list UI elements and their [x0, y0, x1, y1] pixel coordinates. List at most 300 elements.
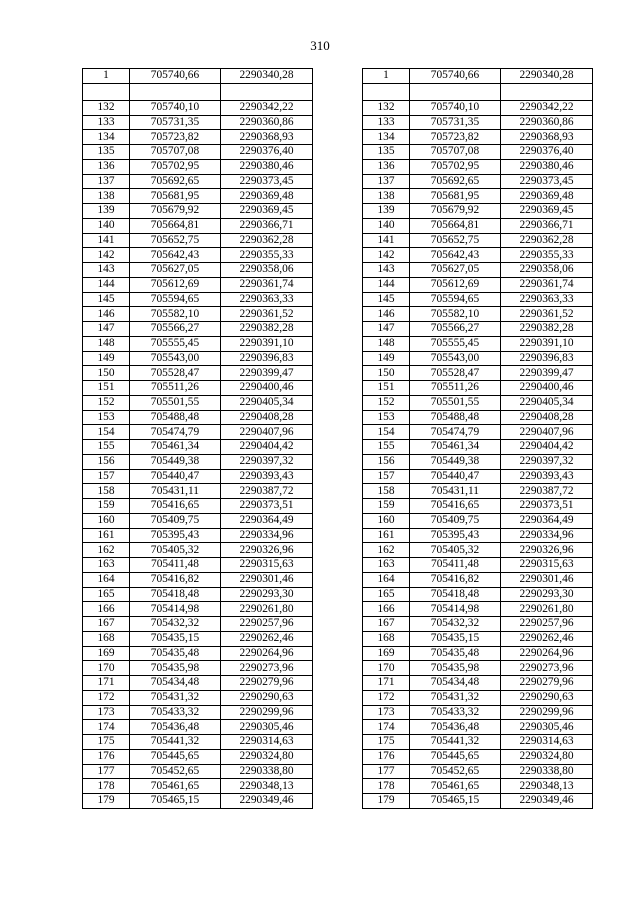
right-x-coordinate: 705461,34 [410, 440, 501, 455]
left-point-number: 164 [83, 572, 130, 587]
right-y-coordinate: 2290400,46 [501, 381, 593, 396]
right-y-coordinate: 2290290,63 [501, 690, 593, 705]
left-x-coordinate: 705431,11 [130, 484, 221, 499]
left-y-coordinate: 2290369,45 [221, 204, 313, 219]
left-y-coordinate: 2290361,52 [221, 307, 313, 322]
right-x-coordinate: 705435,98 [410, 661, 501, 676]
left-point-number: 135 [83, 145, 130, 160]
left-x-coordinate: 705411,48 [130, 558, 221, 573]
left-y-coordinate: 2290363,33 [221, 292, 313, 307]
right-point-number: 179 [363, 794, 410, 809]
table-row [83, 366, 593, 381]
right-point-number: 144 [363, 277, 410, 292]
right-y-coordinate: 2290257,96 [501, 617, 593, 632]
table-row [83, 159, 593, 174]
column-gap [313, 440, 363, 455]
right-y-coordinate: 2290299,96 [501, 705, 593, 720]
right-point-number: 154 [363, 425, 410, 440]
left-point-number: 161 [83, 528, 130, 543]
right-x-coordinate: 705731,35 [410, 115, 501, 130]
left-y-coordinate: 2290342,22 [221, 100, 313, 115]
table-row [83, 499, 593, 514]
table-row [83, 661, 593, 676]
table-row [83, 351, 593, 366]
left-x-coordinate: 705528,47 [130, 366, 221, 381]
right-x-coordinate: 705627,05 [410, 263, 501, 278]
left-y-coordinate: 2290373,45 [221, 174, 313, 189]
right-x-coordinate: 705452,65 [410, 764, 501, 779]
left-y-coordinate: 2290408,28 [221, 410, 313, 425]
blank-row [83, 83, 593, 100]
left-x-coordinate: 705740,10 [130, 100, 221, 115]
table-row [83, 676, 593, 691]
left-y-coordinate: 2290301,46 [221, 572, 313, 587]
column-gap [313, 454, 363, 469]
table-row [83, 145, 593, 160]
left-point-number: 142 [83, 248, 130, 263]
table-row [83, 292, 593, 307]
left-x-coordinate: 705501,55 [130, 395, 221, 410]
left-y-coordinate: 2290358,06 [221, 263, 313, 278]
column-gap [313, 528, 363, 543]
table-row [83, 602, 593, 617]
right-point-number: 141 [363, 233, 410, 248]
left-point-number: 175 [83, 735, 130, 750]
right-point-number: 178 [363, 779, 410, 794]
column-gap [313, 779, 363, 794]
right-y-coordinate: 2290355,33 [501, 248, 593, 263]
right-point-number: 148 [363, 336, 410, 351]
left-x-coordinate: 705405,32 [130, 543, 221, 558]
right-x-coordinate: 705740,10 [410, 100, 501, 115]
left-y-coordinate: 2290349,46 [221, 794, 313, 809]
left-y-coordinate: 2290279,96 [221, 676, 313, 691]
right-point-number: 156 [363, 454, 410, 469]
left-point-number: 165 [83, 587, 130, 602]
column-gap [313, 336, 363, 351]
right-x-coordinate: 705679,92 [410, 204, 501, 219]
left-x-coordinate: 705441,32 [130, 735, 221, 750]
right-y-coordinate: 2290273,96 [501, 661, 593, 676]
left-x-coordinate: 705652,75 [130, 233, 221, 248]
left-y-coordinate: 2290360,86 [221, 115, 313, 130]
right-point-number: 150 [363, 366, 410, 381]
column-gap [313, 248, 363, 263]
left-point-number: 169 [83, 646, 130, 661]
right-x-coordinate: 705652,75 [410, 233, 501, 248]
left-point-number: 170 [83, 661, 130, 676]
left-x-coordinate: 705409,75 [130, 513, 221, 528]
left-point-number: 139 [83, 204, 130, 219]
right-x-coordinate: 705501,55 [410, 395, 501, 410]
right-y-coordinate: 2290349,46 [501, 794, 593, 809]
left-x-coordinate: 705664,81 [130, 218, 221, 233]
column-gap [313, 218, 363, 233]
right-y-coordinate: 2290363,33 [501, 292, 593, 307]
column-gap [313, 572, 363, 587]
left-point-number: 148 [83, 336, 130, 351]
right-y-coordinate: 2290293,30 [501, 587, 593, 602]
left-point-number: 149 [83, 351, 130, 366]
left-x-coordinate: 705692,65 [130, 174, 221, 189]
right-y-coordinate: 2290380,46 [501, 159, 593, 174]
right-x-coordinate: 705409,75 [410, 513, 501, 528]
right-point-number: 162 [363, 543, 410, 558]
column-gap [313, 115, 363, 130]
left-x-coordinate: 705416,82 [130, 572, 221, 587]
table-row [83, 307, 593, 322]
left-y-coordinate: 2290348,13 [221, 779, 313, 794]
column-gap [313, 617, 363, 632]
left-x-coordinate: 705395,43 [130, 528, 221, 543]
right-x-coordinate: 705441,32 [410, 735, 501, 750]
left-point-number: 145 [83, 292, 130, 307]
left-x-coordinate: 705474,79 [130, 425, 221, 440]
blank-cell [410, 83, 501, 100]
table-row [83, 764, 593, 779]
table-row [83, 690, 593, 705]
left-x-coordinate: 705436,48 [130, 720, 221, 735]
left-x-coordinate: 705418,48 [130, 587, 221, 602]
right-x-coordinate: 705445,65 [410, 749, 501, 764]
coordinates-table [82, 68, 593, 809]
right-x-coordinate: 705594,65 [410, 292, 501, 307]
left-x-coordinate: 705582,10 [130, 307, 221, 322]
right-point-number: 166 [363, 602, 410, 617]
left-y-coordinate: 2290340,28 [221, 69, 313, 84]
table-row [83, 558, 593, 573]
right-y-coordinate: 2290369,48 [501, 189, 593, 204]
column-gap [313, 83, 363, 100]
right-y-coordinate: 2290326,96 [501, 543, 593, 558]
column-gap [313, 263, 363, 278]
right-y-coordinate: 2290361,74 [501, 277, 593, 292]
left-x-coordinate: 705566,27 [130, 322, 221, 337]
left-x-coordinate: 705679,92 [130, 204, 221, 219]
left-point-number: 133 [83, 115, 130, 130]
right-x-coordinate: 705707,08 [410, 145, 501, 160]
left-y-coordinate: 2290382,28 [221, 322, 313, 337]
left-x-coordinate: 705555,45 [130, 336, 221, 351]
left-x-coordinate: 705449,38 [130, 454, 221, 469]
column-gap [313, 690, 363, 705]
right-y-coordinate: 2290397,32 [501, 454, 593, 469]
right-point-number: 147 [363, 322, 410, 337]
right-x-coordinate: 705416,82 [410, 572, 501, 587]
right-point-number: 133 [363, 115, 410, 130]
table-row [83, 469, 593, 484]
right-y-coordinate: 2290279,96 [501, 676, 593, 691]
right-y-coordinate: 2290340,28 [501, 69, 593, 84]
column-gap [313, 661, 363, 676]
right-point-number: 155 [363, 440, 410, 455]
right-y-coordinate: 2290362,28 [501, 233, 593, 248]
column-gap [313, 381, 363, 396]
left-y-coordinate: 2290314,63 [221, 735, 313, 750]
left-x-coordinate: 705461,65 [130, 779, 221, 794]
table-row [83, 440, 593, 455]
coordinates-table-body [83, 69, 593, 809]
right-x-coordinate: 705664,81 [410, 218, 501, 233]
right-y-coordinate: 2290391,10 [501, 336, 593, 351]
right-x-coordinate: 705434,48 [410, 676, 501, 691]
left-point-number: 156 [83, 454, 130, 469]
right-y-coordinate: 2290405,34 [501, 395, 593, 410]
left-y-coordinate: 2290396,83 [221, 351, 313, 366]
left-x-coordinate: 705488,48 [130, 410, 221, 425]
left-point-number: 153 [83, 410, 130, 425]
left-x-coordinate: 705431,32 [130, 690, 221, 705]
right-point-number: 168 [363, 631, 410, 646]
left-y-coordinate: 2290262,46 [221, 631, 313, 646]
column-gap [313, 351, 363, 366]
right-x-coordinate: 705418,48 [410, 587, 501, 602]
right-y-coordinate: 2290373,51 [501, 499, 593, 514]
column-gap [313, 602, 363, 617]
column-gap [313, 543, 363, 558]
left-point-number: 178 [83, 779, 130, 794]
right-y-coordinate: 2290373,45 [501, 174, 593, 189]
column-gap [313, 322, 363, 337]
column-gap [313, 735, 363, 750]
right-y-coordinate: 2290262,46 [501, 631, 593, 646]
left-point-number: 168 [83, 631, 130, 646]
left-y-coordinate: 2290380,46 [221, 159, 313, 174]
left-x-coordinate: 705414,98 [130, 602, 221, 617]
table-row [83, 233, 593, 248]
table-row [83, 646, 593, 661]
column-gap [313, 204, 363, 219]
left-y-coordinate: 2290305,46 [221, 720, 313, 735]
column-gap [313, 558, 363, 573]
table-row [83, 484, 593, 499]
left-point-number: 157 [83, 469, 130, 484]
left-y-coordinate: 2290368,93 [221, 130, 313, 145]
right-x-coordinate: 705543,00 [410, 351, 501, 366]
left-point-number: 141 [83, 233, 130, 248]
right-x-coordinate: 705440,47 [410, 469, 501, 484]
table-row [83, 779, 593, 794]
left-x-coordinate: 705642,43 [130, 248, 221, 263]
column-gap [313, 646, 363, 661]
column-gap [313, 145, 363, 160]
left-y-coordinate: 2290404,42 [221, 440, 313, 455]
table-row [83, 572, 593, 587]
table-row [83, 425, 593, 440]
right-point-number: 160 [363, 513, 410, 528]
column-gap [313, 425, 363, 440]
right-point-number: 169 [363, 646, 410, 661]
left-y-coordinate: 2290393,43 [221, 469, 313, 484]
right-point-number: 145 [363, 292, 410, 307]
column-gap [313, 277, 363, 292]
left-x-coordinate: 705702,95 [130, 159, 221, 174]
table-row [83, 189, 593, 204]
left-y-coordinate: 2290264,96 [221, 646, 313, 661]
right-y-coordinate: 2290364,49 [501, 513, 593, 528]
right-y-coordinate: 2290348,13 [501, 779, 593, 794]
blank-cell [221, 83, 313, 100]
right-x-coordinate: 705612,69 [410, 277, 501, 292]
left-x-coordinate: 705707,08 [130, 145, 221, 160]
right-y-coordinate: 2290408,28 [501, 410, 593, 425]
left-y-coordinate: 2290397,32 [221, 454, 313, 469]
column-gap [313, 587, 363, 602]
left-x-coordinate: 705434,48 [130, 676, 221, 691]
right-point-number: 142 [363, 248, 410, 263]
right-point-number: 163 [363, 558, 410, 573]
table-row [83, 174, 593, 189]
right-point-number: 153 [363, 410, 410, 425]
left-point-number: 171 [83, 676, 130, 691]
column-gap [313, 499, 363, 514]
left-x-coordinate: 705432,32 [130, 617, 221, 632]
right-x-coordinate: 705449,38 [410, 454, 501, 469]
table-row [83, 631, 593, 646]
table-row [83, 263, 593, 278]
right-y-coordinate: 2290376,40 [501, 145, 593, 160]
right-y-coordinate: 2290396,83 [501, 351, 593, 366]
right-y-coordinate: 2290305,46 [501, 720, 593, 735]
right-point-number: 159 [363, 499, 410, 514]
column-gap [313, 366, 363, 381]
left-point-number: 150 [83, 366, 130, 381]
left-x-coordinate: 705445,65 [130, 749, 221, 764]
table-row [83, 336, 593, 351]
column-gap [313, 233, 363, 248]
right-y-coordinate: 2290393,43 [501, 469, 593, 484]
left-x-coordinate: 705681,95 [130, 189, 221, 204]
table-row [83, 395, 593, 410]
left-point-number: 147 [83, 322, 130, 337]
table-row [83, 454, 593, 469]
right-x-coordinate: 705405,32 [410, 543, 501, 558]
column-gap [313, 720, 363, 735]
left-point-number: 176 [83, 749, 130, 764]
right-x-coordinate: 705642,43 [410, 248, 501, 263]
column-gap [313, 749, 363, 764]
left-point-number: 173 [83, 705, 130, 720]
left-y-coordinate: 2290257,96 [221, 617, 313, 632]
left-point-number: 1 [83, 69, 130, 84]
table-row [83, 130, 593, 145]
right-y-coordinate: 2290399,47 [501, 366, 593, 381]
blank-cell [83, 83, 130, 100]
right-y-coordinate: 2290358,06 [501, 263, 593, 278]
right-point-number: 174 [363, 720, 410, 735]
column-gap [313, 410, 363, 425]
column-gap [313, 705, 363, 720]
left-point-number: 143 [83, 263, 130, 278]
left-point-number: 134 [83, 130, 130, 145]
left-y-coordinate: 2290338,80 [221, 764, 313, 779]
right-point-number: 136 [363, 159, 410, 174]
right-point-number: 171 [363, 676, 410, 691]
left-y-coordinate: 2290387,72 [221, 484, 313, 499]
left-y-coordinate: 2290362,28 [221, 233, 313, 248]
right-y-coordinate: 2290382,28 [501, 322, 593, 337]
column-gap [313, 513, 363, 528]
right-point-number: 164 [363, 572, 410, 587]
column-gap [313, 100, 363, 115]
left-point-number: 144 [83, 277, 130, 292]
right-x-coordinate: 705692,65 [410, 174, 501, 189]
column-gap [313, 484, 363, 499]
right-y-coordinate: 2290314,63 [501, 735, 593, 750]
left-x-coordinate: 705435,48 [130, 646, 221, 661]
left-y-coordinate: 2290355,33 [221, 248, 313, 263]
left-x-coordinate: 705740,66 [130, 69, 221, 84]
left-x-coordinate: 705731,35 [130, 115, 221, 130]
table-row [83, 794, 593, 809]
table-row [83, 543, 593, 558]
left-point-number: 151 [83, 381, 130, 396]
right-point-number: 138 [363, 189, 410, 204]
column-gap [313, 676, 363, 691]
blank-cell [363, 83, 410, 100]
right-y-coordinate: 2290368,93 [501, 130, 593, 145]
left-x-coordinate: 705723,82 [130, 130, 221, 145]
right-y-coordinate: 2290342,22 [501, 100, 593, 115]
right-x-coordinate: 705431,11 [410, 484, 501, 499]
right-point-number: 165 [363, 587, 410, 602]
left-x-coordinate: 705511,26 [130, 381, 221, 396]
table-row [83, 381, 593, 396]
left-y-coordinate: 2290273,96 [221, 661, 313, 676]
right-x-coordinate: 705416,65 [410, 499, 501, 514]
left-point-number: 132 [83, 100, 130, 115]
blank-cell [130, 83, 221, 100]
table-row [83, 735, 593, 750]
left-point-number: 160 [83, 513, 130, 528]
right-point-number: 135 [363, 145, 410, 160]
left-x-coordinate: 705435,15 [130, 631, 221, 646]
table-row [83, 100, 593, 115]
right-x-coordinate: 705555,45 [410, 336, 501, 351]
left-y-coordinate: 2290376,40 [221, 145, 313, 160]
left-x-coordinate: 705452,65 [130, 764, 221, 779]
left-point-number: 155 [83, 440, 130, 455]
right-y-coordinate: 2290404,42 [501, 440, 593, 455]
right-x-coordinate: 705474,79 [410, 425, 501, 440]
right-y-coordinate: 2290315,63 [501, 558, 593, 573]
right-y-coordinate: 2290387,72 [501, 484, 593, 499]
table-row [83, 617, 593, 632]
right-x-coordinate: 705436,48 [410, 720, 501, 735]
left-x-coordinate: 705461,34 [130, 440, 221, 455]
right-point-number: 146 [363, 307, 410, 322]
left-point-number: 146 [83, 307, 130, 322]
column-gap [313, 159, 363, 174]
right-point-number: 175 [363, 735, 410, 750]
right-point-number: 172 [363, 690, 410, 705]
left-y-coordinate: 2290290,63 [221, 690, 313, 705]
right-point-number: 1 [363, 69, 410, 84]
right-y-coordinate: 2290360,86 [501, 115, 593, 130]
right-x-coordinate: 705511,26 [410, 381, 501, 396]
left-y-coordinate: 2290361,74 [221, 277, 313, 292]
right-x-coordinate: 705566,27 [410, 322, 501, 337]
table-row [83, 277, 593, 292]
right-y-coordinate: 2290264,96 [501, 646, 593, 661]
column-gap [313, 189, 363, 204]
right-x-coordinate: 705414,98 [410, 602, 501, 617]
left-point-number: 154 [83, 425, 130, 440]
left-x-coordinate: 705543,00 [130, 351, 221, 366]
column-gap [313, 764, 363, 779]
right-point-number: 157 [363, 469, 410, 484]
right-x-coordinate: 705528,47 [410, 366, 501, 381]
